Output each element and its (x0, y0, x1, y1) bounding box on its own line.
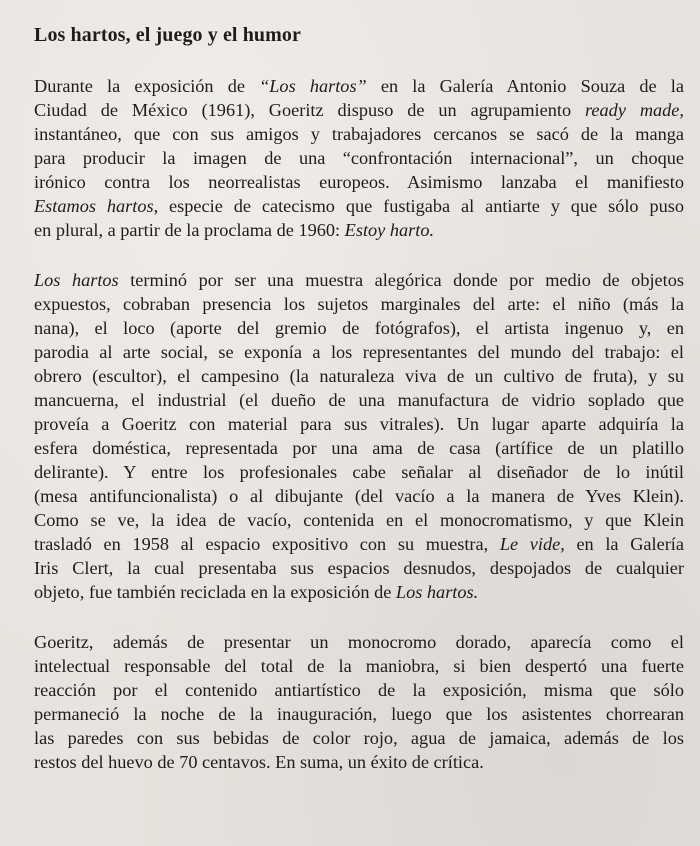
italic-text-run: ready made, (584, 100, 684, 120)
text-run: proveía a Goeritz con material para sus vitrales). Un lugar aparte adquiría la (34, 414, 684, 434)
text-line (34, 436, 684, 460)
text-line (34, 170, 684, 194)
text-run: en la Galería Antonio Souza de la (366, 76, 684, 96)
text-run: irónico contra los neorrealistas europeos. Asimismo lanzaba el manifiesto (34, 172, 684, 192)
text-line (34, 630, 684, 654)
text-run: terminó por ser una muestra alegórica donde por medio de objetos (118, 270, 684, 290)
text-run: las paredes con sus bebidas de color rojo, agua de jamaica, además de los (34, 728, 684, 748)
text-run: , en la Galería (560, 534, 684, 554)
text-line (34, 364, 684, 388)
text-line (34, 74, 684, 98)
text-line (34, 556, 684, 580)
text-line (34, 340, 684, 364)
text-line (34, 292, 684, 316)
text-line (34, 268, 684, 292)
text-run: Durante la exposición de (34, 76, 260, 96)
paragraph-2 (34, 268, 684, 604)
text-run: intelectual responsable del total de la maniobra, si bien despertó una fuerte (34, 656, 684, 676)
italic-text-run: “Los hartos” (259, 76, 367, 96)
text-run: permaneció la noche de la inauguración, luego que los asistentes chorrearan (34, 704, 684, 724)
text-run: para producir la imagen de una “confrontación internacional”, un choque (34, 148, 684, 168)
text-line (34, 702, 684, 726)
text-run: esfera doméstica, representada por una ama de casa (artífice de un platillo (34, 438, 684, 458)
text-line (34, 122, 684, 146)
text-run: objeto, fue también reciclada en la exposición de (34, 582, 396, 602)
text-line (34, 194, 684, 218)
text-line (34, 146, 684, 170)
text-line (34, 508, 684, 532)
italic-text-run: Estamos hartos (34, 196, 154, 216)
text-run: nana), el loco (aporte del gremio de fotógrafos), el artista ingenuo y, en (34, 318, 684, 338)
text-run: restos del huevo de 70 centavos. En suma, un éxito de crítica. (34, 752, 484, 772)
text-run: (mesa antifuncionalista) o al dibujante (del vacío a la manera de Yves Klein). (34, 486, 684, 506)
text-line (34, 388, 684, 412)
paragraph-1 (34, 74, 684, 242)
text-run: , especie de catecismo que fustigaba al antiarte y que sólo puso (153, 196, 684, 216)
text-run: instantáneo, que con sus amigos y trabajadores cercanos se sacó de la manga (34, 124, 684, 144)
text-run: reacción por el contenido antiartístico de la exposición, misma que sólo (34, 680, 684, 700)
text-run: en plural, a partir de la proclama de 1960: (34, 220, 345, 240)
text-run: Ciudad de México (1961), Goeritz dispuso de un agrupamiento (34, 100, 585, 120)
italic-text-run: Le vide (499, 534, 561, 554)
text-line (34, 750, 684, 774)
text-run: obrero (escultor), el campesino (la naturaleza viva de un cultivo de fruta), y su (34, 366, 684, 386)
italic-text-run: Los hartos. (395, 582, 479, 602)
text-line (34, 654, 684, 678)
italic-text-run: Los hartos (34, 270, 119, 290)
italic-text-run: Estoy harto. (344, 220, 435, 240)
text-run: parodia al arte social, se exponía a los representantes del mundo del trabajo: el (34, 342, 684, 362)
text-run: Goeritz, además de presentar un monocromo dorado, aparecía como el (34, 632, 684, 652)
text-line (34, 580, 684, 604)
body-text (34, 74, 684, 774)
text-line (34, 532, 684, 556)
text-run: delirante). Y entre los profesionales cabe señalar al diseñador de lo inútil (34, 462, 684, 482)
text-run: Iris Clert, la cual presentaba sus espacios desnudos, despojados de cualquier (34, 558, 684, 578)
text-run: expuestos, cobraban presencia los sujetos marginales del arte: el niño (más la (34, 294, 684, 314)
text-line (34, 218, 684, 242)
text-line (34, 460, 684, 484)
text-run: Como se ve, la idea de vacío, contenida en el monocromatismo, y que Klein (34, 510, 684, 530)
text-run: mancuerna, el industrial (el dueño de una manufactura de vidrio soplado que (34, 390, 684, 410)
text-run: trasladó en 1958 al espacio expositivo con su muestra, (34, 534, 500, 554)
paragraph-3 (34, 630, 684, 774)
text-line (34, 316, 684, 340)
text-line (34, 726, 684, 750)
text-line (34, 98, 684, 122)
text-line (34, 484, 684, 508)
text-line (34, 412, 684, 436)
text-line (34, 678, 684, 702)
section-title: Los hartos, el juego y el humor (34, 24, 301, 46)
